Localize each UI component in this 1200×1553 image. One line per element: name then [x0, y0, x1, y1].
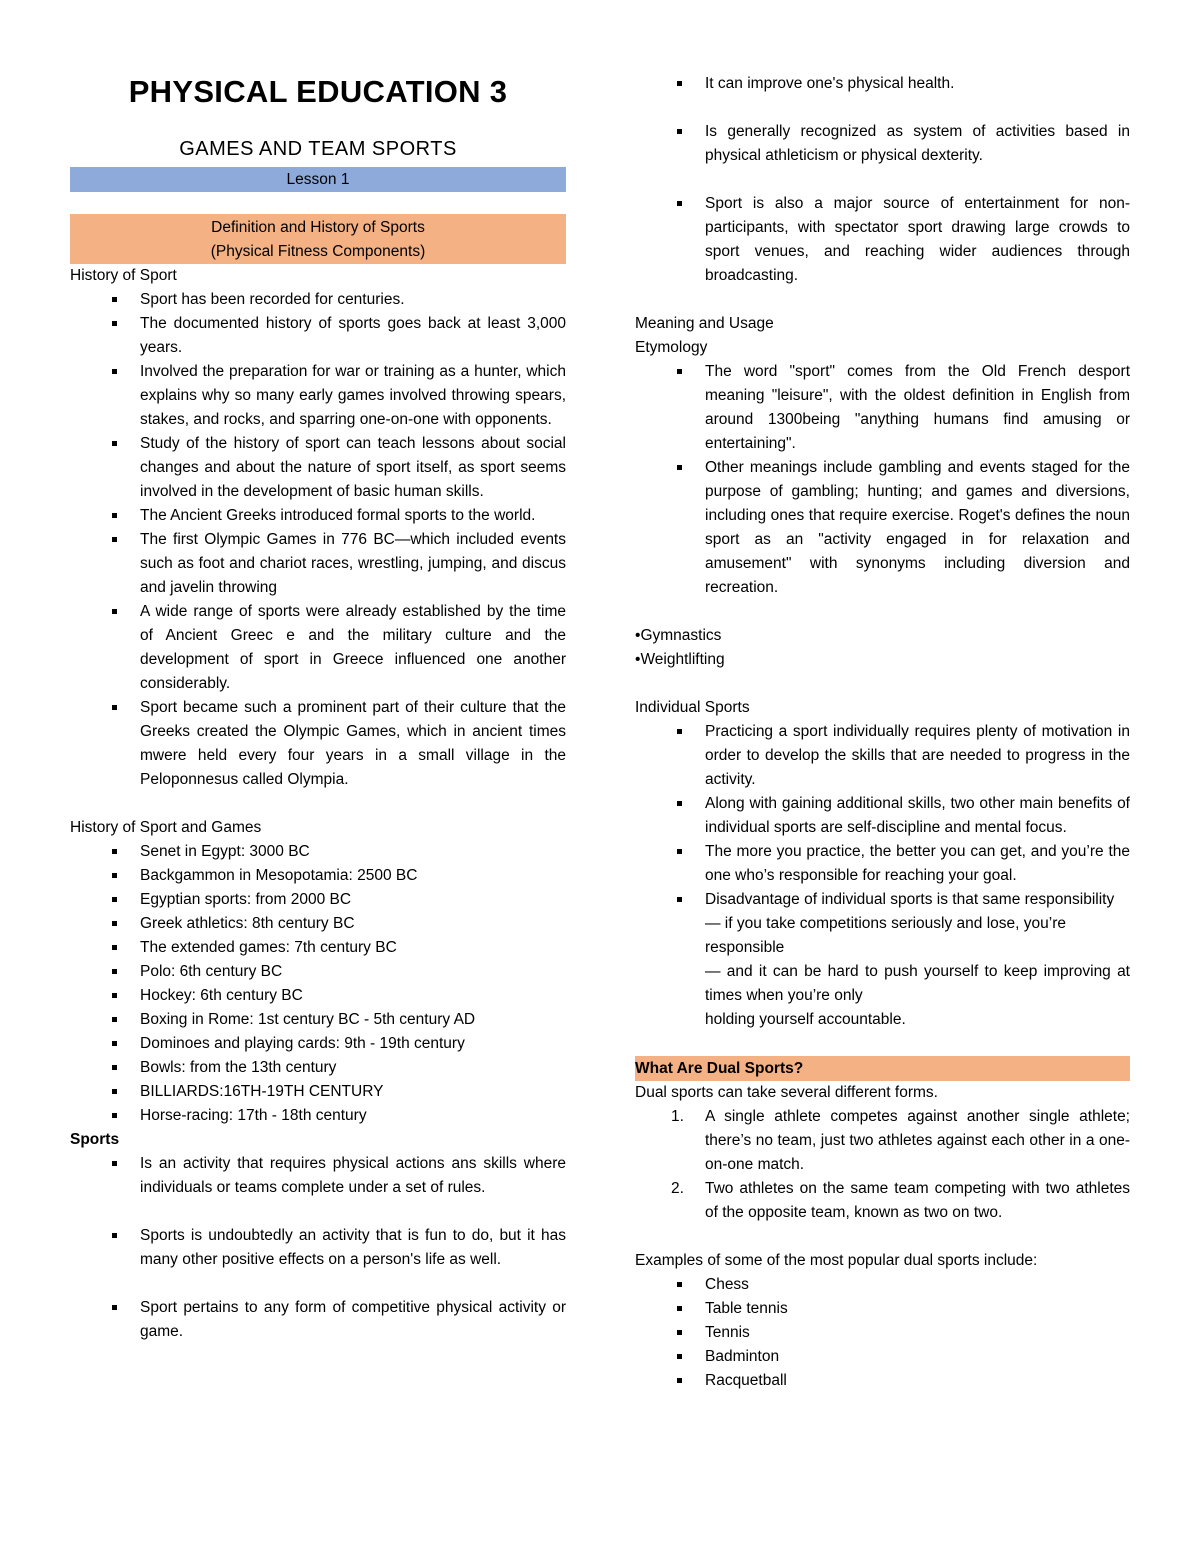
dual-sports-forms	[635, 1105, 1130, 1225]
list-item: Senet in Egypt: 3000 BC	[70, 840, 566, 864]
left-column	[70, 264, 566, 1344]
list-item: The Ancient Greeks introduced formal sports to the world.	[70, 504, 566, 528]
list-item: Other meanings include gambling and events staged for the purpose of gambling; hunting; and games and diversions, including ones that require exercise. Roget's defines the noun sport as an "activity engaged in for relaxation and amusement" with synonyms including diversion and recreation.	[635, 456, 1130, 600]
list-item: Chess	[635, 1273, 1130, 1297]
definition-banner	[70, 214, 566, 264]
list-item: • Gymnastics	[635, 624, 1130, 648]
document-title: PHYSICAL EDUCATION 3	[128, 74, 508, 109]
list-item: Sport pertains to any form of competitive physical activity or game.	[70, 1296, 566, 1344]
list-item: Two athletes on the same team competing with two athletes of the opposite team, known as two on two.	[705, 1180, 1130, 1221]
list-item: Racquetball	[635, 1369, 1130, 1393]
list-item: Is generally recognized as system of activities based in physical athleticism or physical dexterity.	[635, 120, 1130, 168]
individual-dash-note-2: — and it can be hard to push yourself to keep improving at times when you’re only	[705, 963, 1130, 1004]
sports-list	[70, 1152, 566, 1344]
list-item: The more you practice, the better you can get, and you’re the one who’s responsible for reaching your goal.	[635, 840, 1130, 888]
list-item: Sport became such a prominent part of their culture that the Greeks created the Olympic Games, which in ancient times mwere held every four years in a small village in the Peloponnesus called Olympia.	[70, 696, 566, 792]
meaning-usage-heading: Meaning and Usage	[635, 315, 774, 332]
history-of-sport-heading: History of Sport	[70, 267, 177, 284]
dual-sports-intro: Dual sports can take several different forms.	[635, 1084, 938, 1101]
list-item: Polo: 6th century BC	[70, 960, 566, 984]
individual-sports-list	[635, 720, 1130, 912]
list-item: It can improve one's physical health.	[635, 72, 1130, 96]
etymology-heading: Etymology	[635, 339, 708, 356]
list-item: Greek athletics: 8th century BC	[70, 912, 566, 936]
definition-banner-line1: Definition and History of Sports	[211, 219, 425, 236]
list-item: Egyptian sports: from 2000 BC	[70, 888, 566, 912]
list-item: Horse-racing: 17th - 18th century	[70, 1104, 566, 1128]
right-column	[635, 72, 1130, 1393]
list-item: Bowls: from the 13th century	[70, 1056, 566, 1080]
history-of-sport-games-list	[70, 840, 566, 1128]
dual-examples-intro: Examples of some of the most popular dual sports include:	[635, 1252, 1038, 1269]
list-item: Involved the preparation for war or training as a hunter, which explains why so many early games involved throwing spears, stakes, and rocks, and sparring one-on-one with opponents.	[70, 360, 566, 432]
list-item: Boxing in Rome: 1st century BC - 5th century AD	[70, 1008, 566, 1032]
individual-dash-note-3: holding yourself accountable.	[705, 1011, 906, 1028]
list-item: Backgammon in Mesopotamia: 2500 BC	[70, 864, 566, 888]
list-item: The extended games: 7th century BC	[70, 936, 566, 960]
list-item: The first Olympic Games in 776 BC—which included events such as foot and chariot races, wrestling, jumping, and discus and javelin throwing	[70, 528, 566, 600]
list-item: The word "sport" comes from the Old French desport meaning "leisure", with the oldest definition in English from around 1300being "anything humans find amusing or entertaining".	[635, 360, 1130, 456]
list-item: Disadvantage of individual sports is that same responsibility	[635, 888, 1130, 912]
list-item: The documented history of sports goes back at least 3,000 years.	[70, 312, 566, 360]
document-subtitle: GAMES AND TEAM SPORTS	[179, 138, 457, 160]
list-item: Tennis	[635, 1321, 1130, 1345]
history-of-sport-list	[70, 288, 566, 792]
list-item: BILLIARDS:16TH-19TH CENTURY	[70, 1080, 566, 1104]
history-of-sport-games-heading: History of Sport and Games	[70, 819, 262, 836]
sports-list-continued	[635, 72, 1130, 288]
list-item: Sports is undoubtedly an activity that is fun to do, but it has many other positive effects on a person's life as well.	[70, 1224, 566, 1272]
dual-examples-list	[635, 1273, 1130, 1393]
list-item: Sport is also a major source of entertainment for non-participants, with spectator sport drawing large crowds to sport venues, and reaching wider audiences through broadcasting.	[635, 192, 1130, 288]
list-item: A single athlete competes against another single athlete; there’s no team, just two athletes against each other in a one-on-one match.	[705, 1108, 1130, 1173]
individual-dash-note-1: — if you take competitions seriously and lose, you’re responsible	[705, 915, 1066, 956]
list-item: Table tennis	[635, 1297, 1130, 1321]
list-item: Along with gaining additional skills, two other main benefits of individual sports are self-discipline and mental focus.	[635, 792, 1130, 840]
list-item: Practicing a sport individually requires plenty of motivation in order to develop the skills that are needed to progress in the activity.	[635, 720, 1130, 792]
list-item: A wide range of sports were already established by the time of Ancient Greec e and the military culture and the development of sport in Greece influenced one another considerably.	[70, 600, 566, 696]
list-item: • Weightlifting	[635, 648, 1130, 672]
etymology-list	[635, 360, 1130, 600]
dual-sports-heading: What Are Dual Sports?	[635, 1056, 1130, 1081]
list-item: Study of the history of sport can teach lessons about social changes and about the nature of sport itself, as sport seems involved in the development of basic human skills.	[70, 432, 566, 504]
list-item: Badminton	[635, 1345, 1130, 1369]
list-item: Dominoes and playing cards: 9th - 19th century	[70, 1032, 566, 1056]
list-item: Sport has been recorded for centuries.	[70, 288, 566, 312]
list-item: Hockey: 6th century BC	[70, 984, 566, 1008]
definition-banner-line2: (Physical Fitness Components)	[210, 243, 426, 260]
sports-heading: Sports	[70, 1131, 120, 1148]
meaning-examples-list	[635, 624, 1130, 672]
individual-sports-heading: Individual Sports	[635, 699, 750, 716]
lesson-banner: Lesson 1	[70, 167, 566, 192]
list-item: Is an activity that requires physical actions ans skills where individuals or teams complete under a set of rules.	[70, 1152, 566, 1200]
